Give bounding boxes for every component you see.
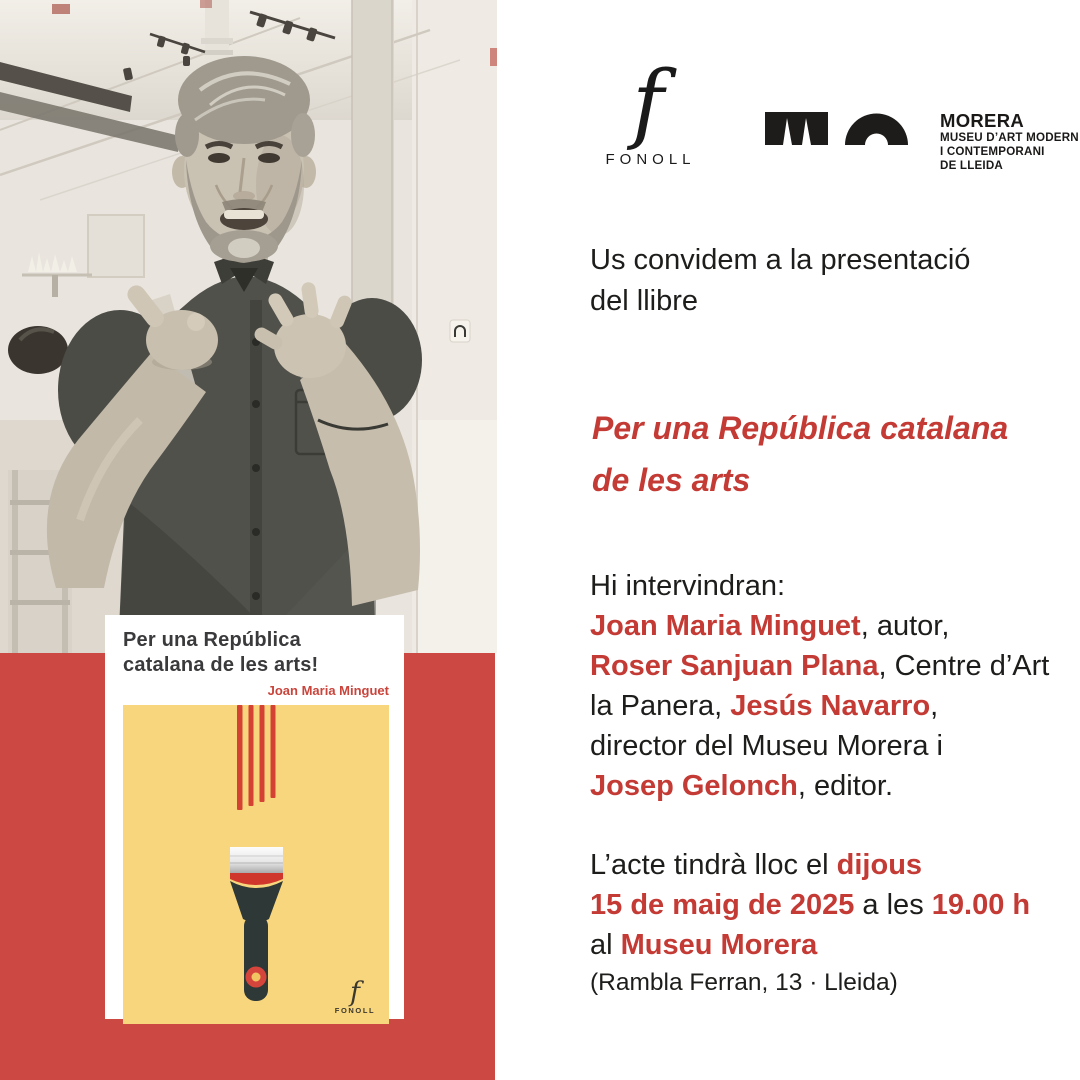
event-address: (Rambla Ferran, 13 · Lleida) <box>590 969 898 996</box>
fonoll-logo <box>598 53 698 168</box>
morera-subline-3: DE LLEIDA <box>940 159 1003 173</box>
intro-line-2: del llibre <box>590 285 698 317</box>
morera-subline-1: MUSEU D’ART MODERN <box>940 131 1079 144</box>
intro-text <box>590 240 970 322</box>
morera-name: MORERA <box>940 110 1025 131</box>
event-line-1 <box>590 845 1030 885</box>
morera-subline-2: I CONTEMPORANI <box>940 145 1045 159</box>
book-cover-title: Per una República catalana de les arts! <box>123 629 319 676</box>
speaker-role: , Centre d’Art <box>878 650 1050 682</box>
speaker-role: , <box>930 690 939 722</box>
book-title-line-1: Per una República catalana <box>592 410 1009 446</box>
book-cover-author: Joan Maria Minguet <box>267 683 389 698</box>
event-date: 15 de maig de 2025 <box>590 889 855 921</box>
book-cover-art <box>123 705 389 1024</box>
speaker-line <box>590 726 1049 766</box>
speaker-name: Jesús Navarro <box>730 690 931 722</box>
speakers-heading: Hi intervindran: <box>590 570 786 602</box>
speaker-role: , autor, <box>860 610 950 642</box>
speaker-line <box>590 766 1049 806</box>
event-venue: Museu Morera <box>620 929 818 961</box>
speaker-role: , editor. <box>797 770 894 802</box>
event-line-2 <box>590 885 1030 925</box>
event-line-3 <box>590 925 1030 965</box>
event-time: 19.00 h <box>931 889 1031 921</box>
event-text: L’acte tindrà lloc el <box>590 849 837 881</box>
event-text: a les <box>854 889 932 921</box>
speaker-line <box>590 646 1049 686</box>
speaker-role: la Panera, <box>590 690 731 722</box>
intro-line-1: Us convidem a la presentació <box>590 244 971 276</box>
event-details <box>590 845 1030 965</box>
event-text: al <box>590 929 621 961</box>
event-day: dijous <box>836 849 923 881</box>
fonoll-glyph-icon: f <box>632 53 664 153</box>
headphones-icon <box>450 320 470 342</box>
morera-logo <box>765 112 910 145</box>
speakers-block <box>590 566 1049 806</box>
speaker-role: director del Museu Morera i <box>590 730 943 762</box>
morera-text-block <box>940 110 1079 174</box>
speaker-name: Joan Maria Minguet <box>590 610 861 642</box>
book-title-text <box>592 402 1008 506</box>
svg-text:f: f <box>350 977 360 1008</box>
speaker-name: Roser Sanjuan Plana <box>590 650 879 682</box>
author-photo <box>0 0 497 653</box>
speaker-name: Josep Gelonch <box>590 770 798 802</box>
fonoll-wordmark: FONOLL <box>605 151 696 168</box>
book-cover <box>105 615 404 1019</box>
morera-mo-icon <box>765 112 910 145</box>
svg-text:FONOLL: FONOLL <box>334 1006 376 1015</box>
book-title-line-2: de les arts <box>592 462 751 498</box>
speaker-line <box>590 686 1049 726</box>
speaker-line <box>590 606 1049 646</box>
